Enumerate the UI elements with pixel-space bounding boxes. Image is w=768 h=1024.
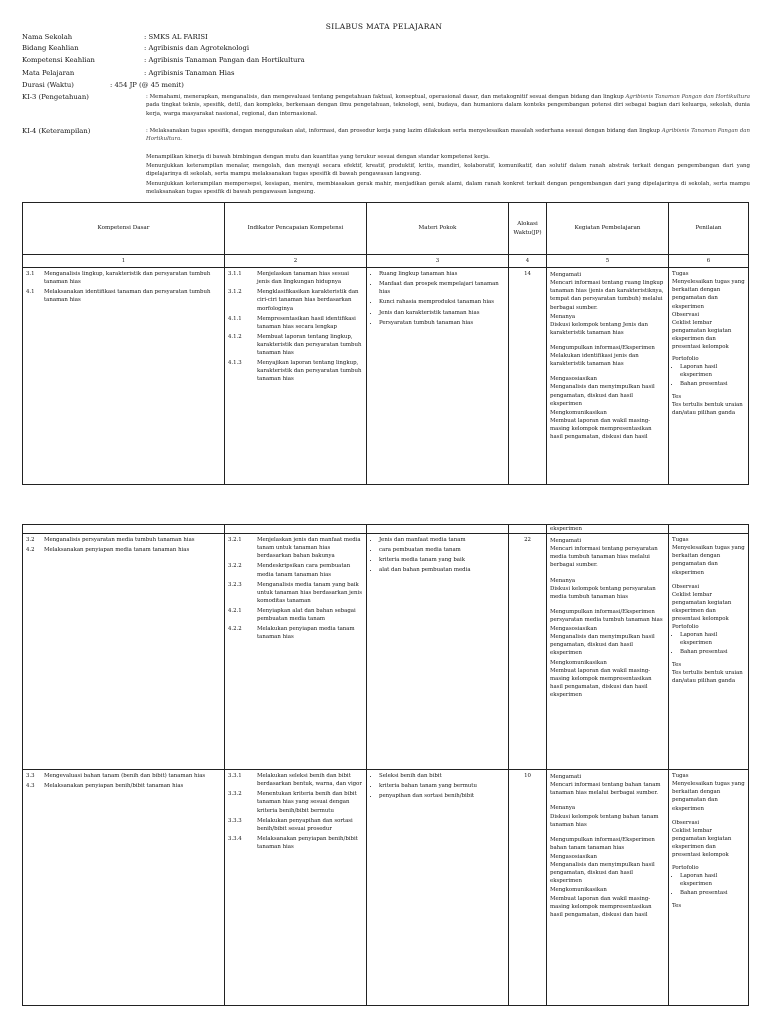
kd-code: 4.2 <box>26 547 35 554</box>
materi-item: • kriteria bahan tanam yang bermutu <box>379 782 505 790</box>
kegiatan-text: Diskusi kelompok tentang persyaratan media tumbuh tanaman hias <box>550 585 656 600</box>
kegiatan-text: Diskusi kelompok tentang bahan tanam tanaman hias <box>550 813 659 828</box>
ki3-label: KI-3 (Pengetahuan) <box>22 93 89 101</box>
ipk-code: 3.3.2 <box>228 791 242 798</box>
col-number: 5 <box>547 255 669 268</box>
penilaian-heading: Tes <box>672 902 682 909</box>
ki4-text-italic: Agribisnis Tanaman Pangan dan Hortikultura. <box>146 128 750 143</box>
col-number: 2 <box>225 255 367 268</box>
ipk-text: Mengklasifikasikan karakteristik dan ciri-ciri tanaman hias berdasarkan morfologinya <box>257 289 359 312</box>
meta-value: : Agribisnis dan Agroteknologi <box>144 44 250 52</box>
ipk-item <box>228 536 363 560</box>
materi-cell <box>367 268 509 485</box>
ipk-text: Menyajikan laporan tentang lingkup, karakteristik dan persyaratan tumbuh tanaman hias <box>257 360 362 383</box>
col-number: 3 <box>367 255 509 268</box>
ipk-code: 3.2.2 <box>228 563 242 570</box>
ipk-text: Melakukan penyiapan media tanam tanaman hias <box>257 626 355 641</box>
penilaian-heading: Portofolio <box>672 865 699 872</box>
kegiatan-text: Menganalisis dan menyimpulkan hasil pengamatan, diskusi dan hasil eksperimen <box>550 634 655 657</box>
penilaian-cell <box>669 770 749 1006</box>
penilaian-text: Tes tertulis bentuk uraian dan/atau pilihan ganda <box>672 401 743 416</box>
penilaian-heading: Observasi <box>672 583 700 590</box>
ipk-text: Melaksanakan penyiapan benih/bibit tanaman hias <box>257 835 358 850</box>
ipk-text: Melakukan seleksi benih dan bibit berdasarkan bentuk, warna, dan vigor <box>257 773 362 788</box>
ki4-line3: Menunjukkan keterampilan menalar, mengolah, dan menyaji secara efektif, kreatif, produktif, kritis, mandiri, kolaboratif, komunikatif, dan solutif dalam ranah abstrak terkait dengan pengembangan dari yang dipelajarinya di sekolah, serta mampu melaksanakan tugas spesifik di bawah pengawasan langsung. <box>146 163 750 178</box>
kegiatan-heading: Mengamati <box>550 538 582 545</box>
materi-list <box>370 270 505 327</box>
ki4-text <box>146 127 750 144</box>
kegiatan-text: Diskusi kelompok tentang Jenis dan karakteristik tanaman hias <box>550 321 648 336</box>
header-kegiatan: Kegiatan Pembelajaran <box>547 203 669 255</box>
ipk-code: 4.1.3 <box>228 360 242 367</box>
meta-row-school <box>22 34 208 41</box>
ipk-item <box>228 581 363 605</box>
materi-item: • Persyaratan tumbuh tanaman hias <box>379 319 505 327</box>
ipk-cell <box>225 770 367 1006</box>
kd-text: Melaksanakan penyiapan benih/bibit tanaman hias <box>44 783 184 790</box>
materi-item: • Jenis dan manfaat media tanam <box>379 536 505 544</box>
ipk-text: Membuat laporan tentang lingkup, karakteristik dan persyaratan tumbuh tanaman hias <box>257 333 362 357</box>
ki4-line2: Menampilkan kinerja di bawah bimbingan dengan mutu dan kuantitas yang terukur sesuai dengan standar kompetensi kerja. <box>146 154 490 160</box>
kd-item <box>26 288 221 304</box>
kegiatan-text: Mencari informasi tentang ruang lingkup tanaman hias (jenis dan karakteristiknya, tempat dan persyaratan tumbuh) melalui berbagai sumber. <box>550 280 664 311</box>
kd-text: Melaksanakan identifikasi tanaman dan persyaratan tumbuh tanaman hias <box>44 289 211 304</box>
table-row <box>23 770 749 1006</box>
header-alokasi-waktu: Alokasi Waktu(JP) <box>509 203 547 255</box>
ki3-text-b: pada tingkat teknis, spesifik, detil, dan kompleks, berkenaan dengan ilmu pengetahuan, teknologi, seni, budaya, dan humaniora dalam konteks pengembangan potensi diri sebagai bagian dari keluarga, sekolah, dunia kerja, warga masyarakat nasional, regional, dan internasional. <box>146 102 750 117</box>
materi-item: • Manfaat dan prospek mempelajari tanaman hias <box>379 280 505 296</box>
ipk-text: Menganalisis media tanam yang baik untuk tanaman hias berdasarkan jenis komoditas tanaman <box>257 581 362 604</box>
portofolio-list <box>672 631 745 655</box>
ipk-item <box>228 562 363 578</box>
portofolio-item: • Laporan hasil eksperimen <box>680 872 745 888</box>
meta-value: : 454 JP (@ 45 menit) <box>110 81 184 89</box>
ipk-item <box>228 607 363 623</box>
ki3-text-italic: Agribisnis Tanaman Pangan dan Hortikultura <box>625 94 750 100</box>
materi-item: • alat dan bahan pembuatan media <box>379 566 505 574</box>
penilaian-text: Ceklist lembar pengamatan kegiatan eksperimen dan presentasi kelompok <box>672 319 732 351</box>
portofolio-list <box>672 872 745 896</box>
portofolio-item: • Bahan presentasi <box>680 648 745 656</box>
portofolio-list <box>672 363 745 387</box>
meta-row-field <box>22 45 249 52</box>
ipk-item <box>228 817 363 833</box>
materi-cell <box>367 770 509 1006</box>
kegiatan-text: Membuat laporan dan wakil masing-masing kelompok mempresentasikan hasil pengamatan, diskusi dan hasil <box>550 417 652 441</box>
ipk-code: 4.2.2 <box>228 626 242 633</box>
kd-item <box>26 536 221 544</box>
kegiatan-cell <box>547 268 669 485</box>
penilaian-cell <box>669 268 749 485</box>
syllabus-table-page2 <box>22 524 749 1006</box>
ipk-item <box>228 288 363 312</box>
penilaian-text: Menyelesaikan tugas yang berkaitan dengan pengamatan dan eksperimen <box>672 545 745 576</box>
penilaian-cell <box>669 534 749 770</box>
kegiatan-heading: Mengkomunikasikan <box>550 659 607 666</box>
meta-label: Bidang Keahlian <box>22 44 79 52</box>
table-row <box>23 268 749 485</box>
kd-text: Mengevaluasi bahan tanam (benih dan bibit) tanaman hias <box>44 773 206 780</box>
materi-item: • penyapihan dan sortasi benih/bibit <box>379 792 505 800</box>
kd-cell <box>23 268 225 485</box>
kegiatan-heading: Mengasosiasikan <box>550 376 598 383</box>
meta-label: Kompetensi Keahlian <box>22 56 95 64</box>
kd-code: 3.1 <box>26 271 35 278</box>
kegiatan-heading: Mengumpulkan informasi/Eksperimen <box>550 344 655 351</box>
penilaian-heading: Tugas <box>672 537 689 544</box>
kd-item <box>26 546 221 554</box>
penilaian-heading: Portofolio <box>672 624 699 631</box>
penilaian-text: Menyelesaikan tugas yang berkaitan dengan pengamatan dan eksperimen <box>672 781 745 812</box>
portofolio-item: • Laporan hasil eksperimen <box>680 631 745 647</box>
ipk-item <box>228 625 363 641</box>
ipk-text: Menjelaskan tanaman hias sesuai jenis dan lingkungan hidupnya <box>257 271 350 286</box>
meta-row-competence <box>22 57 305 64</box>
header-kompetensi-dasar: Kompetensi Dasar <box>23 203 225 255</box>
materi-item: • Ruang lingkup tanaman hias <box>379 270 505 278</box>
penilaian-heading: Portofolio <box>672 356 699 363</box>
col-number: 1 <box>23 255 225 268</box>
col-number: 6 <box>669 255 749 268</box>
ipk-cell <box>225 534 367 770</box>
column-number-row <box>23 255 749 268</box>
kd-item <box>26 782 221 790</box>
header-penilaian: Penilaian <box>669 203 749 255</box>
kd-code: 4.3 <box>26 783 35 790</box>
ipk-code: 4.1.2 <box>228 333 242 340</box>
materi-list <box>370 772 505 800</box>
penilaian-heading: Tes <box>672 393 682 400</box>
penilaian-text: Ceklist lembar pengamatan kegiatan eksperimen dan presentasi kelompok <box>672 827 732 859</box>
document-title: SILABUS MATA PELAJARAN <box>325 22 443 31</box>
kd-text: Melaksanakan penyiapan media tanam tanaman hias <box>44 547 190 554</box>
kegiatan-cell <box>547 770 669 1006</box>
kd-code: 3.3 <box>26 773 35 780</box>
kegiatan-text: Menganalisis dan menyimpulkan hasil pengamatan, diskusi dan hasil eksperimen <box>550 862 655 885</box>
kegiatan-heading: Menanya <box>550 577 576 584</box>
ipk-text: Mendeskripsikan cara pembuatan media tanam tanaman hias <box>257 563 351 578</box>
penilaian-heading: Tes <box>672 661 682 668</box>
ipk-item <box>228 835 363 851</box>
ipk-code: 4.2.1 <box>228 607 242 614</box>
ipk-item <box>228 772 363 788</box>
kegiatan-heading: Mengkomunikasikan <box>550 887 607 894</box>
kegiatan-text: Mencari informasi tentang persyaratan media tumbuh tanaman hias melalui berbagai sumber. <box>550 546 658 569</box>
ipk-item <box>228 359 363 383</box>
kegiatan-text: persyaratan media tumbuh tanaman hias <box>550 616 663 623</box>
kegiatan-heading: Mengumpulkan informasi/Eksperimen <box>550 608 655 615</box>
kd-item <box>26 270 221 286</box>
penilaian-text: Ceklist lembar pengamatan kegiatan eksperimen dan presentasi kelompok <box>672 591 732 623</box>
waktu-cell: 10 <box>509 770 547 1006</box>
kegiatan-text: Membuat laporan dan wakil masing-masing kelompok mempresentasikan hasil pengamatan, diskusi dan hasil <box>550 895 652 918</box>
ki4-label: KI-4 (Keterampilan) <box>22 127 91 135</box>
table-row-continuation <box>23 525 749 534</box>
ipk-text: Mempresentasikan hasil identifikasi tanaman hias secara lengkap <box>257 315 356 330</box>
penilaian-heading: Tugas <box>672 773 689 780</box>
meta-label: Durasi (Waktu) <box>22 81 74 89</box>
kd-code: 3.2 <box>26 537 35 544</box>
ipk-item <box>228 333 363 357</box>
ipk-item <box>228 270 363 286</box>
meta-value: : SMKS AL FARISI <box>144 33 208 41</box>
materi-item: • cara pembuatan media tanam <box>379 546 505 554</box>
ipk-text: Menentukan kriteria benih dan bibit tanaman hias yang sesuai dengan kriteria benih/bibit bermutu <box>257 791 357 814</box>
kd-text: Menganalisis lingkup, karakteristik dan persyaratan tumbuh tanaman hias <box>44 271 211 286</box>
kd-item <box>26 772 221 780</box>
meta-row-duration <box>22 82 184 89</box>
ipk-code: 3.2.1 <box>228 537 242 544</box>
ki3-text-a: : Memahami, menerapkan, menganalisis, dan mengevaluasi tentang pengetahuan faktual, konseptual, operasional dasar, dan metakognitif sesuai dengan bidang dan lingkup <box>146 94 624 100</box>
kegiatan-heading: Menanya <box>550 805 576 812</box>
continuation-text: eksperimen <box>547 525 669 534</box>
materi-item: • Kunci rahasia memproduksi tanaman hias <box>379 298 505 306</box>
kd-cell <box>23 534 225 770</box>
ipk-code: 3.1.2 <box>228 289 242 296</box>
meta-label: Mata Pelajaran <box>22 69 75 77</box>
kegiatan-heading: Mengumpulkan informasi/Eksperimen <box>550 836 655 843</box>
penilaian-heading: Tugas <box>672 271 689 278</box>
ki4-line4: Menunjukkan keterampilan mempersepsi, kesiapan, meniru, membiasakan gerak mahir, menjadikan gerak alami, dalam ranah konkret terkait dengan pengembangan dari yang dipelajarinya di sekolah, serta mampu melaksanakan tugas spesifik di bawah pengawasan langsung. <box>146 181 750 196</box>
ipk-code: 3.3.1 <box>228 773 242 780</box>
ipk-item <box>228 315 363 331</box>
ipk-item <box>228 790 363 814</box>
penilaian-heading: Observasi <box>672 311 700 318</box>
ipk-code: 3.1.1 <box>228 271 242 278</box>
ipk-code: 3.3.4 <box>228 835 242 842</box>
ipk-text: Menyiapkan alat dan bahan sebagai pembuatan media tanam <box>257 607 356 623</box>
kegiatan-heading: Mengamati <box>550 272 582 279</box>
header-indikator: Indikator Pencapaian Kompetensi <box>225 203 367 255</box>
kegiatan-heading: Mengkomunikasikan <box>550 409 607 416</box>
meta-row-subject <box>22 70 235 77</box>
meta-label: Nama Sekolah <box>22 33 73 41</box>
portofolio-item: • Bahan presentasi <box>680 380 745 388</box>
kegiatan-text: Mencari informasi tentang bahan tanam tanaman hias melalui berbagai sumber. <box>550 782 661 797</box>
ipk-text: Menjelaskan jenis dan manfaat media tanam untuk tanaman hias berdasarkan bahan bakunya <box>257 537 361 560</box>
meta-value: : Agribisnis Tanaman Hias <box>144 69 235 77</box>
ki3-text <box>146 93 750 118</box>
waktu-cell: 22 <box>509 534 547 770</box>
materi-item: • Seleksi benih dan bibit <box>379 772 505 780</box>
kd-cell <box>23 770 225 1006</box>
materi-list <box>370 536 505 574</box>
portofolio-item: • Laporan hasil eksperimen <box>680 363 745 379</box>
kd-text: Menganalisis persyaratan media tumbuh tanaman hias <box>44 537 195 544</box>
kegiatan-heading: Menanya <box>550 313 576 320</box>
materi-item: • Jenis dan karakteristik tanaman hias <box>379 309 505 317</box>
ipk-code: 3.3.3 <box>228 817 242 824</box>
penilaian-heading: Observasi <box>672 819 700 826</box>
kegiatan-text: Menganalisis dan menyimpulkan hasil pengamatan, diskusi dan hasil eksperimen <box>550 384 655 407</box>
kegiatan-heading: Mengasosiasikan <box>550 853 598 860</box>
kegiatan-text: Membuat laporan dan wakil masing-masing kelompok mempresentasikan hasil pengamatan, diskusi dan hasil eksperimen <box>550 667 652 698</box>
kegiatan-text: Melakukan identifikasi jenis dan karakteristik tanaman hias <box>550 353 639 368</box>
ipk-text: Melakukan penyapihan dan sortasi benih/bibit sesuai prosedur <box>257 817 353 832</box>
kegiatan-cell <box>547 534 669 770</box>
waktu-cell: 14 <box>509 268 547 485</box>
col-number: 4 <box>509 255 547 268</box>
kegiatan-text: bahan tanam tanaman hias <box>550 844 625 851</box>
table-row <box>23 534 749 770</box>
materi-cell <box>367 534 509 770</box>
ipk-cell <box>225 268 367 485</box>
ipk-code: 3.2.3 <box>228 581 242 588</box>
kd-code: 4.1 <box>26 289 35 296</box>
kegiatan-heading: Mengamati <box>550 774 582 781</box>
table-header-row <box>23 203 749 255</box>
syllabus-table-page1 <box>22 202 749 485</box>
ki4-text-a: : Melaksanakan tugas spesifik, dengan menggunakan alat, informasi, dan prosedur kerja yang lazim dilakukan serta menyelesaikan masalah sederhana sesuai dengan bidang dan lingkup <box>146 128 660 134</box>
header-materi: Materi Pokok <box>367 203 509 255</box>
materi-item: • kriteria media tanam yang baik <box>379 556 505 564</box>
kegiatan-heading: Mengasosiasikan <box>550 626 598 633</box>
portofolio-item: • Bahan presentasi <box>680 889 745 897</box>
penilaian-text: Menyelesaikan tugas yang berkaitan dengan pengamatan dan eksperimen <box>672 279 745 310</box>
ipk-code: 4.1.1 <box>228 315 242 322</box>
penilaian-text: Tes tertulis bentuk uraian dan/atau pilihan ganda <box>672 669 743 684</box>
meta-value: : Agribisnis Tanaman Pangan dan Hortikultura <box>144 56 305 64</box>
